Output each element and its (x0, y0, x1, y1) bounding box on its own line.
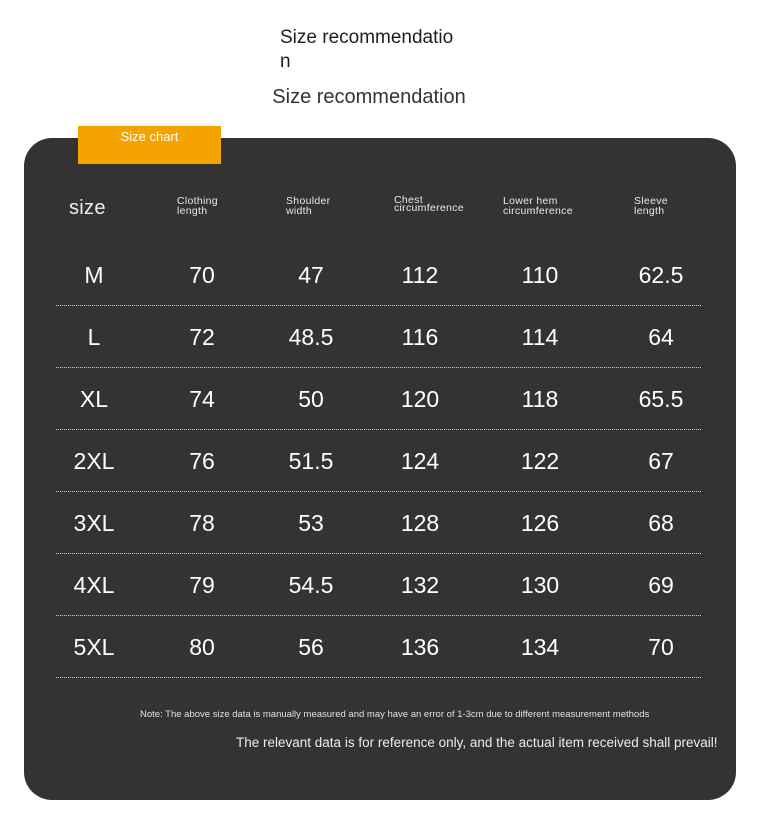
measurement-cell: 134 (520, 634, 560, 660)
measurement-cell: 110 (521, 262, 559, 288)
table-row (56, 430, 701, 492)
size-cell: 3XL (73, 510, 115, 536)
measurement-cell: 62.5 (638, 262, 684, 288)
measurement-cell: 51.5 (288, 448, 334, 474)
size-cell: L (87, 324, 101, 350)
column-header-chest-circumference: Chest circumference (394, 194, 464, 214)
measurement-cell: 50 (298, 386, 324, 412)
measurement-cell: 118 (521, 386, 559, 412)
measurement-cell: 136 (400, 634, 440, 660)
table-header-row (56, 190, 701, 244)
measurement-cell: 68 (648, 510, 674, 536)
table-row (56, 554, 701, 616)
size-cell: 5XL (73, 634, 115, 660)
measurement-cell: 69 (648, 572, 674, 598)
measurement-cell: 64 (648, 324, 674, 350)
table-row (56, 492, 701, 554)
measurement-cell: 67 (648, 448, 674, 474)
size-chart-tag: Size chart (78, 126, 221, 164)
measurement-cell: 79 (189, 572, 215, 598)
column-header-size: size (69, 197, 106, 219)
measurement-cell: 47 (298, 262, 324, 288)
size-cell: XL (79, 386, 109, 412)
measurement-cell: 72 (189, 324, 215, 350)
measurement-cell: 120 (400, 386, 440, 412)
table-row (56, 616, 701, 678)
page-subtitle: Size recommendation (272, 86, 466, 108)
table-row (56, 306, 701, 368)
measurement-cell: 54.5 (288, 572, 334, 598)
column-header-shoulder-width: Shoulder width (286, 195, 331, 217)
measurement-cell: 48.5 (288, 324, 334, 350)
measurement-cell: 128 (400, 510, 440, 536)
page-title: Size recommendation (280, 27, 454, 72)
measurement-cell: 80 (189, 634, 215, 660)
measurement-cell: 124 (400, 448, 440, 474)
measurement-cell: 56 (298, 634, 324, 660)
column-header-lower-hem-circumference: Lower hem circumference (503, 195, 573, 217)
column-header-clothing-length: Clothing length (177, 195, 218, 217)
reference-note: The relevant data is for reference only, and the actual item received shall prevail! (236, 735, 718, 750)
table-row (56, 368, 701, 430)
measurement-cell: 112 (401, 262, 439, 288)
size-table (56, 190, 701, 678)
measurement-cell: 116 (401, 324, 439, 350)
measurement-cell: 74 (189, 386, 215, 412)
size-cell: M (84, 262, 104, 288)
measurement-cell: 70 (189, 262, 215, 288)
measurement-cell: 70 (648, 634, 674, 660)
size-cell: 2XL (73, 448, 115, 474)
measurement-cell: 65.5 (638, 386, 684, 412)
size-cell: 4XL (73, 572, 115, 598)
measurement-cell: 126 (520, 510, 560, 536)
table-row (56, 244, 701, 306)
measurement-cell: 114 (521, 324, 559, 350)
measurement-cell: 122 (520, 448, 560, 474)
measurement-cell: 78 (189, 510, 215, 536)
measurement-cell: 76 (189, 448, 215, 474)
column-header-sleeve-length: Sleeve length (634, 195, 668, 217)
measurement-cell: 130 (520, 572, 560, 598)
measurement-cell: 132 (400, 572, 440, 598)
measurement-cell: 53 (298, 510, 324, 536)
measurement-note: Note: The above size data is manually measured and may have an error of 1-3cm due to different measurement methods (140, 709, 650, 720)
